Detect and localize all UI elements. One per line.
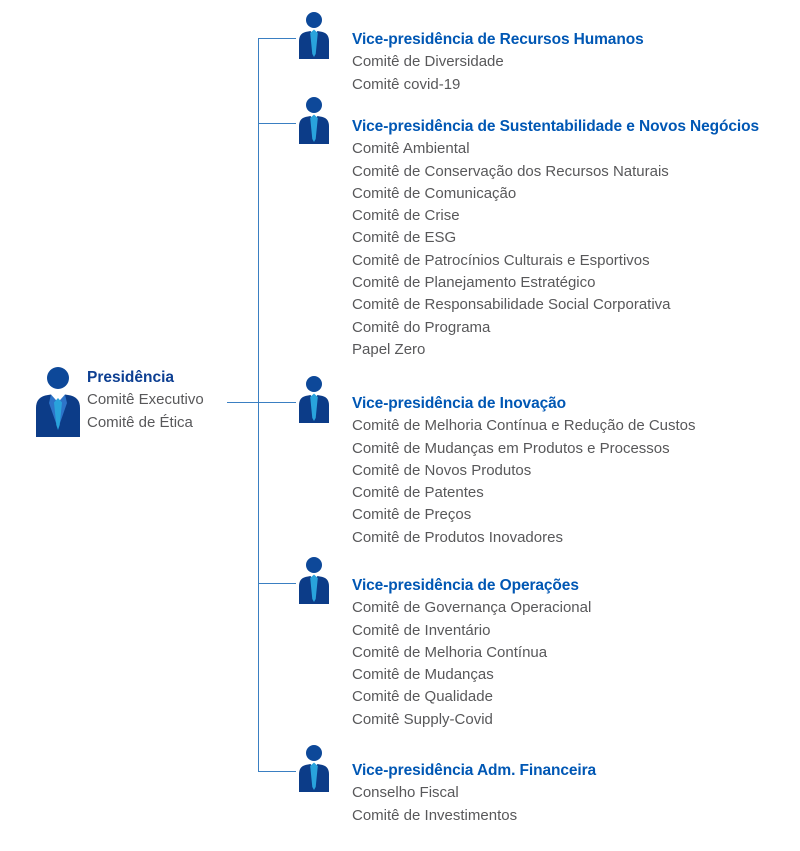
committee-item: Comitê de Qualidade [352, 688, 493, 706]
vp-person-icon [297, 12, 331, 59]
vp-title: Vice-presidência de Recursos Humanos [352, 31, 644, 48]
committee-item: Comitê de Inventário [352, 621, 491, 639]
committee-item: Comitê de Produtos Inovadores [352, 528, 563, 546]
branch-connector-line [258, 583, 296, 584]
vp-title: Vice-presidência de Sustentabilidade e Novos Negócios [352, 118, 760, 135]
root-text-block [87, 367, 204, 434]
vp-committee-list [352, 782, 596, 827]
committee-item: Papel Zero [352, 340, 426, 358]
vp-person-icon [297, 745, 331, 792]
committee-item: Comitê de Crise [352, 207, 460, 225]
committee-item: Comitê de Preços [352, 506, 472, 524]
committee-item: Comitê de Melhoria Contínua e Redução de Custos [352, 417, 696, 435]
root-connector-line [227, 402, 296, 403]
committee-item: Comitê covid-19 [352, 75, 461, 93]
root-committee-item: Comitê de Ética [87, 413, 193, 431]
vp-text-block [352, 760, 596, 827]
root-title: Presidência [87, 369, 175, 386]
committee-item: Comitê de Investimentos [352, 806, 518, 824]
president-person-icon [35, 367, 81, 437]
vp-person-icon [297, 557, 331, 604]
vp-text-block [352, 29, 644, 96]
vp-title: Vice-presidência Adm. Financeira [352, 762, 597, 779]
vp-committee-list [352, 51, 644, 96]
root-committee-item: Comitê Executivo [87, 391, 204, 409]
vp-title: Vice-presidência de Operações [352, 577, 579, 594]
vp-committee-list [352, 415, 696, 549]
committee-item: Comitê de Patrocínios Culturais e Esportivos [352, 251, 650, 269]
committee-item: Comitê de Diversidade [352, 53, 504, 71]
trunk-line [258, 38, 259, 772]
committee-item: Comitê de Comunicação [352, 184, 517, 202]
vp-person-icon [297, 97, 331, 144]
committee-item: Comitê de ESG [352, 229, 457, 247]
committee-item: Comitê de Planejamento Estratégico [352, 274, 596, 292]
committee-item: Comitê de Governança Operacional [352, 599, 592, 617]
vp-text-block [352, 393, 696, 549]
committee-item: Comitê do Programa [352, 318, 491, 336]
vp-committee-list [352, 138, 759, 361]
committee-item: Comitê Ambiental [352, 140, 470, 158]
committee-item: Comitê Supply-Covid [352, 710, 493, 728]
committee-item: Comitê de Novos Produtos [352, 461, 532, 479]
vp-person-icon [297, 376, 331, 423]
vp-title: Vice-presidência de Inovação [352, 395, 567, 412]
vp-text-block [352, 116, 759, 361]
committee-item: Comitê de Melhoria Contínua [352, 643, 548, 661]
committee-item: Comitê de Mudanças [352, 666, 494, 684]
vp-text-block [352, 575, 591, 731]
committee-item: Comitê de Patentes [352, 484, 484, 502]
committee-item: Conselho Fiscal [352, 784, 459, 802]
vp-committee-list [352, 597, 591, 731]
branch-connector-line [258, 38, 296, 39]
committee-item: Comitê de Mudanças em Produtos e Processos [352, 439, 670, 457]
committee-item: Comitê de Responsabilidade Social Corporativa [352, 296, 671, 314]
committee-item: Comitê de Conservação dos Recursos Naturais [352, 162, 669, 180]
branch-connector-line [258, 123, 296, 124]
branch-connector-line [258, 771, 296, 772]
